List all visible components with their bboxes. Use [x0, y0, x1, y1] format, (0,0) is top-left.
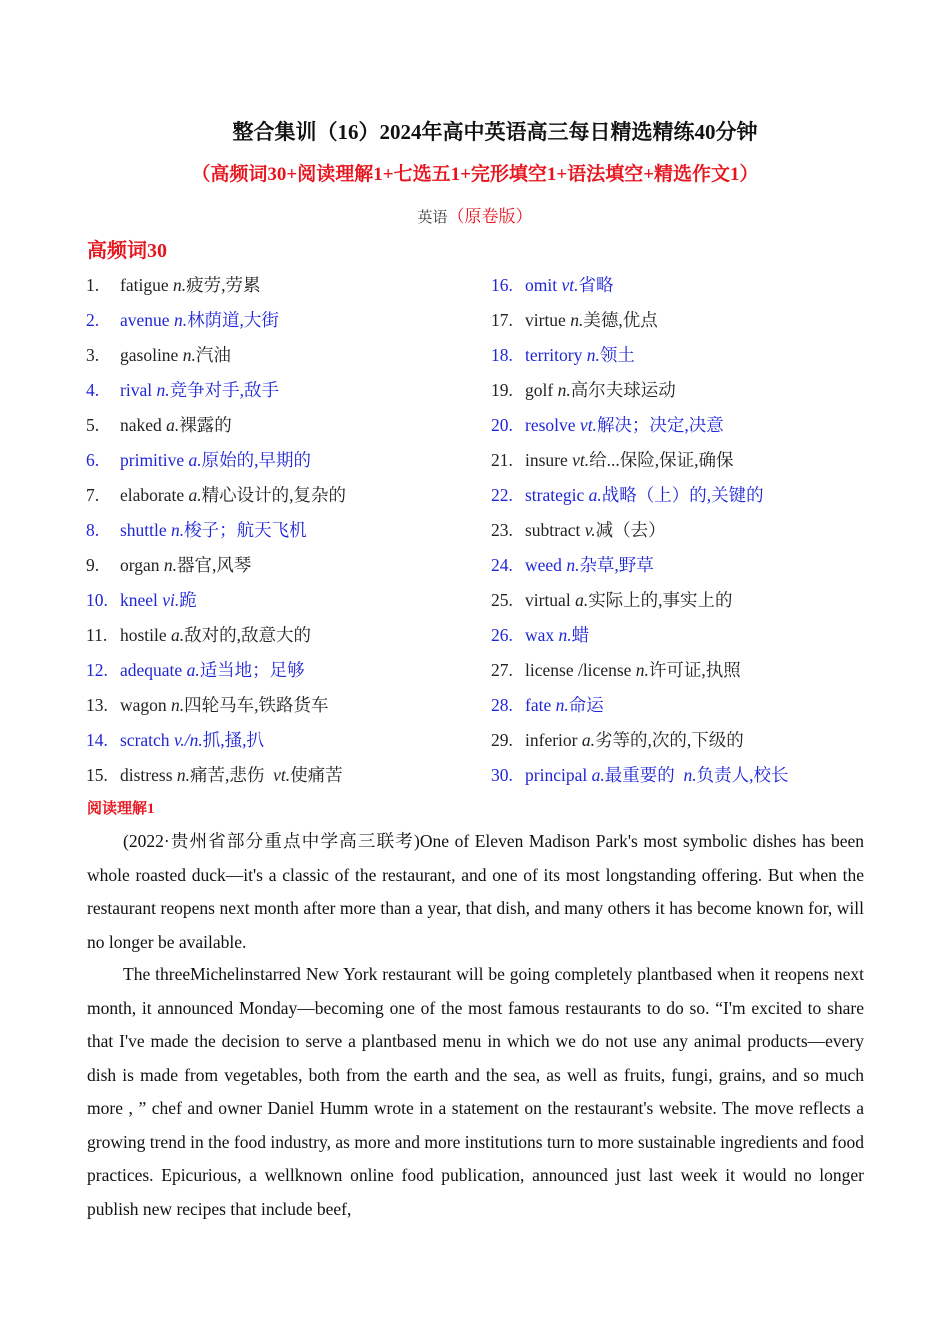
vocab-number: 20.: [491, 415, 513, 435]
vocab-item: [86, 338, 486, 373]
vocab-item: [491, 758, 891, 793]
vocab-number: 19.: [491, 380, 513, 400]
vocab-word: avenue: [120, 310, 170, 330]
vocab-word: virtue: [525, 310, 566, 330]
vocab-word: virtual: [525, 590, 571, 610]
vocab-pos: vt.: [561, 275, 579, 295]
vocab-meaning: 解决；决定,决意: [596, 415, 724, 435]
vocab-number: 7.: [86, 485, 100, 505]
vocab-pos: vt.: [579, 415, 597, 435]
vocab-pos: a.: [186, 660, 200, 680]
vocab-number: 14.: [86, 730, 108, 750]
vocab-number: 12.: [86, 660, 108, 680]
vocab-pos: n.: [586, 345, 600, 365]
vocab-meaning: 杂草,野草: [579, 555, 654, 575]
vocab-pos: a.: [166, 415, 180, 435]
vocab-pos: a.: [575, 590, 589, 610]
vocab-pos: a.: [188, 485, 202, 505]
vocab-item: [86, 723, 486, 758]
vocab-item: [86, 513, 486, 548]
vocab-number: 6.: [86, 450, 100, 470]
vocab-pos-2: vt.: [273, 765, 291, 785]
vocab-number: 16.: [491, 275, 513, 295]
vocab-word: strategic: [525, 485, 585, 505]
version-label: （原卷版）: [447, 207, 533, 226]
vocab-number: 9.: [86, 555, 100, 575]
vocab-item: [491, 268, 891, 303]
vocab-item: [491, 338, 891, 373]
vocab-meaning: 裸露的: [179, 415, 232, 435]
vocab-number: 24.: [491, 555, 513, 575]
vocab-item: [86, 443, 486, 478]
vocab-item: [491, 688, 891, 723]
vocab-item: [491, 548, 891, 583]
vocab-number: 13.: [86, 695, 108, 715]
vocab-item: [491, 303, 891, 338]
vocab-word: wax: [525, 625, 555, 645]
vocab-item: [86, 618, 486, 653]
vocab-meaning: 战略（上）的,关键的: [601, 485, 764, 505]
vocab-meaning: 林荫道,大街: [187, 310, 279, 330]
vocab-item: [491, 723, 891, 758]
vocab-pos: a.: [588, 485, 602, 505]
vocab-column-left: [86, 268, 486, 793]
vocab-meaning: 精心设计的,复杂的: [201, 485, 346, 505]
vocab-meaning: 最重要的: [604, 765, 675, 785]
vocab-pos: n.: [635, 660, 649, 680]
vocab-number: 30.: [491, 765, 513, 785]
vocab-word: fate: [525, 695, 552, 715]
vocab-number: 29.: [491, 730, 513, 750]
vocab-pos: a.: [591, 765, 605, 785]
vocab-meaning: 减（去）: [595, 520, 666, 540]
vocab-number: 10.: [86, 590, 108, 610]
vocab-meaning: 四轮马车,铁路货车: [184, 695, 329, 715]
vocab-pos: n.: [555, 695, 569, 715]
vocab-meaning: 适当地；足够: [199, 660, 305, 680]
vocab-meaning: 痛苦,悲伤: [190, 765, 265, 785]
vocab-pos: n.: [182, 345, 196, 365]
vocab-item: [491, 373, 891, 408]
vocab-item: [491, 618, 891, 653]
vocab-pos: n.: [172, 275, 187, 295]
vocab-pos: n.: [566, 555, 580, 575]
vocab-pos: n.: [558, 625, 572, 645]
vocab-meaning: 疲劳,劳累: [186, 275, 261, 295]
vocab-word: principal: [525, 765, 588, 785]
vocab-number: 23.: [491, 520, 513, 540]
vocab-item: [491, 583, 891, 618]
vocab-word: naked: [120, 415, 162, 435]
vocab-pos: n.: [163, 555, 178, 575]
vocab-item: [86, 268, 486, 303]
vocab-item: [491, 408, 891, 443]
vocab-meaning-2: 负责人,校长: [696, 765, 789, 785]
vocab-meaning: 原始的,早期的: [201, 450, 312, 470]
vocab-item: [491, 478, 891, 513]
vocab-column-right: [491, 268, 891, 793]
vocab-pos: a.: [171, 625, 185, 645]
vocab-word: elaborate: [120, 485, 185, 505]
vocab-pos: a.: [188, 450, 202, 470]
vocab-meaning: 领土: [599, 345, 635, 365]
vocab-pos: n.: [173, 310, 188, 330]
reading-heading: 阅读理解1: [87, 801, 155, 817]
vocab-word: golf: [525, 380, 554, 400]
vocab-meaning: 实际上的,事实上的: [588, 590, 733, 610]
reading-paragraph-2: The threeMichelinstarred New York restaurant will be going completely plantbased when it reopens next month, it announced Monday—becoming one of the most famous restaurants to do so. “I'm excited to share that I've made the decision to serve a plantbased menu in which we do not use any animal products—every dish is made from vegetables, both from the earth and the sea, as well as fruits, fungi, grains, and so much more , ” chef and owner Daniel Humm wrote in a statement on the restaurant's website. The move reflects a growing trend in the food industry, as more and more institutions turn to more sustainable ingredients and food practices. Epicurious, a wellknown online food publication, announced just last week it would no longer publish new recipes that include beef,: [87, 964, 864, 1219]
vocab-word: fatigue: [120, 275, 169, 295]
vocab-meaning: 省略: [578, 275, 614, 295]
vocab-word: hostile: [120, 625, 167, 645]
vocab-word: adequate: [120, 660, 183, 680]
vocab-pos: n.: [557, 380, 571, 400]
vocab-number: 4.: [86, 380, 100, 400]
vocab-word: gasoline: [120, 345, 179, 365]
vocab-pos: n.: [171, 520, 185, 540]
vocab-meaning: 跪: [179, 590, 197, 610]
vocab-item: [86, 653, 486, 688]
vocab-item: [86, 548, 486, 583]
vocab-number: 21.: [491, 450, 513, 470]
vocab-word: weed: [525, 555, 562, 575]
vocab-word: resolve: [525, 415, 576, 435]
vocab-pos: v./n.: [173, 730, 203, 750]
subject-label: 英语: [417, 210, 448, 226]
vocab-word: license /license: [525, 660, 632, 680]
page-subtitle: （高频词30+阅读理解1+七选五1+完形填空1+语法填空+精选作文1）: [191, 164, 759, 185]
vocab-number: 26.: [491, 625, 513, 645]
vocab-item: [491, 653, 891, 688]
vocab-number: 27.: [491, 660, 513, 680]
vocab-word: shuttle: [120, 520, 167, 540]
vocab-meaning: 美德,优点: [583, 310, 658, 330]
page-title: 整合集训（16）2024年高中英语高三每日精选精练40分钟: [232, 120, 758, 144]
vocab-meaning: 高尔夫球运动: [570, 380, 676, 400]
vocab-number: 5.: [86, 415, 100, 435]
vocab-item: [491, 443, 891, 478]
vocab-meaning: 竞争对手,敌手: [169, 380, 279, 400]
vocab-pos-2: n.: [683, 765, 697, 785]
vocab-item: [86, 758, 486, 793]
vocab-meaning: 命运: [568, 695, 604, 715]
vocab-word: wagon: [120, 695, 167, 715]
vocab-pos: n.: [570, 310, 584, 330]
version-tag: [0, 202, 950, 227]
vocab-word: distress: [120, 765, 173, 785]
vocab-number: 8.: [86, 520, 100, 540]
vocab-word: territory: [525, 345, 583, 365]
vocab-meaning: 敌对的,敌意大的: [184, 625, 312, 645]
vocab-number: 17.: [491, 310, 513, 330]
vocab-meaning: 劣等的,次的,下级的: [594, 730, 744, 750]
vocab-meaning-2: 使痛苦: [290, 765, 343, 785]
vocab-word: primitive: [120, 450, 185, 470]
vocab-number: 1.: [86, 275, 100, 295]
vocab-item: [86, 303, 486, 338]
vocab-pos: vt.: [572, 450, 590, 470]
vocab-pos: n.: [171, 695, 185, 715]
vocab-pos: v.: [584, 520, 596, 540]
vocab-meaning: 许可证,执照: [648, 660, 741, 680]
vocab-number: 3.: [86, 345, 100, 365]
vocab-word: insure: [525, 450, 568, 470]
vocab-meaning: 给...保险,保证,确保: [589, 450, 734, 470]
vocab-word: organ: [120, 555, 160, 575]
vocab-number: 11.: [86, 625, 108, 645]
vocab-number: 18.: [491, 345, 513, 365]
vocab-meaning: 汽油: [195, 345, 231, 365]
vocab-item: [86, 478, 486, 513]
vocab-pos: vi.: [162, 590, 180, 610]
vocab-word: subtract: [525, 520, 581, 540]
vocab-item: [86, 373, 486, 408]
vocab-meaning: 梭子；航天飞机: [184, 520, 307, 540]
vocab-number: 2.: [86, 310, 100, 330]
vocab-pos: n.: [176, 765, 190, 785]
vocab-word: rival: [120, 380, 153, 400]
vocab-pos: a.: [581, 730, 595, 750]
vocab-number: 28.: [491, 695, 513, 715]
vocab-item: [86, 688, 486, 723]
vocab-number: 15.: [86, 765, 108, 785]
vocab-word: scratch: [120, 730, 170, 750]
vocab-item: [86, 408, 486, 443]
vocab-number: 25.: [491, 590, 513, 610]
vocab-word: omit: [525, 275, 558, 295]
vocab-item: [491, 513, 891, 548]
vocab-item: [86, 583, 486, 618]
vocab-pos: n.: [156, 380, 170, 400]
vocab-word: inferior: [525, 730, 578, 750]
vocab-heading: 高频词30: [87, 240, 167, 262]
vocab-meaning: 抓,搔,扒: [202, 730, 265, 750]
vocab-word: kneel: [120, 590, 158, 610]
vocab-meaning: 器官,风琴: [177, 555, 252, 575]
reading-paragraph-1: (2022·贵州省部分重点中学高三联考)One of Eleven Madison Park's most symbolic dishes has been whole roasted duck—it's a classic of the restaurant, and one of its most longstanding offering. But when the restaurant reopens next month after more than a year, that dish, and many others it has become known for, will no longer be available.: [87, 831, 864, 952]
vocab-number: 22.: [491, 485, 513, 505]
vocab-meaning: 蜡: [571, 625, 590, 645]
